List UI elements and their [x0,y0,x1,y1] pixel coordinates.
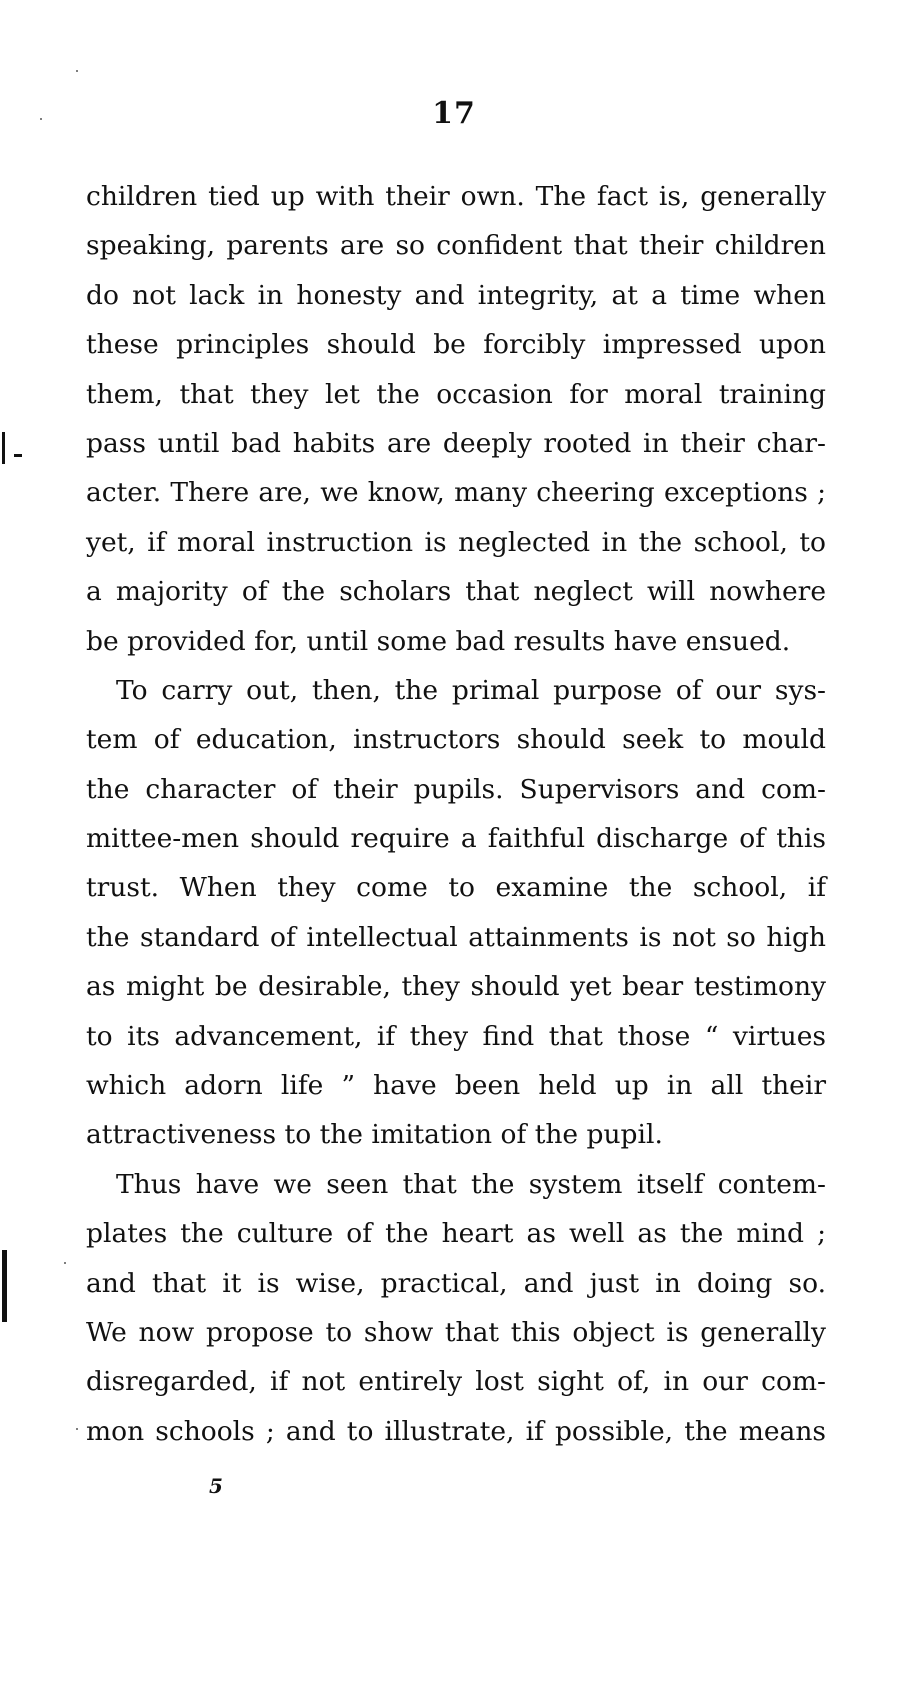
text-line: tem of education, instructors should seek to mould [86,724,826,756]
text-line: acter. There are, we know, many cheering exceptions ; [86,477,826,509]
margin-dash-mark [14,454,22,457]
text-line: speaking, parents are so confident that their children [86,230,826,262]
margin-bar-mark [2,432,5,464]
text-line: trust. When they come to examine the school, if [86,872,826,904]
scan-speck [76,70,78,72]
body-text [86,172,826,1456]
text-line: do not lack in honesty and integrity, at a time when [86,279,826,311]
text-line: yet, if moral instruction is neglected in the school, to [86,526,826,558]
text-line: attractiveness to the imitation of the pupil. [86,1119,663,1151]
text-line: plates the culture of the heart as well as the mind ; [86,1218,826,1250]
text-line: We now propose to show that this object is generally [86,1316,826,1348]
text-line: disregarded, if not entirely lost sight of, in our com- [86,1366,826,1398]
text-line: Thus have we seen that the system itself contem- [116,1168,826,1200]
text-line: and that it is wise, practical, and just in doing so. [86,1267,826,1299]
text-line: pass until bad habits are deeply rooted in their char- [86,427,826,459]
text-line: these principles should be forcibly impressed upon [86,329,826,361]
text-line: mon schools ; and to illustrate, if possible, the means [86,1415,826,1447]
text-line: as might be desirable, they should yet bear testimony [86,971,826,1003]
page-number: 17 [432,96,476,131]
text-line: mittee-men should require a faithful discharge of this [86,823,826,855]
text-line: to its advancement, if they find that those “ virtues [86,1020,826,1052]
text-line: To carry out, then, the primal purpose of our sys- [116,674,826,706]
text-line: a majority of the scholars that neglect will nowhere [86,576,826,608]
signature-mark: 5 [209,1474,223,1498]
scan-speck [76,1428,78,1430]
text-line: be provided for, until some bad results have ensued. [86,625,791,657]
text-line: which adorn life ” have been held up in all their [86,1070,826,1102]
text-line: them, that they let the occasion for moral training [86,378,826,410]
text-line: the character of their pupils. Supervisors and com- [86,773,826,805]
text-line: children tied up with their own. The fact is, generally [86,181,826,212]
scan-speck [40,118,42,120]
scan-speck [64,1262,66,1264]
text-line: the standard of intellectual attainments is not so high [86,921,826,953]
margin-bar-mark [2,1250,7,1322]
